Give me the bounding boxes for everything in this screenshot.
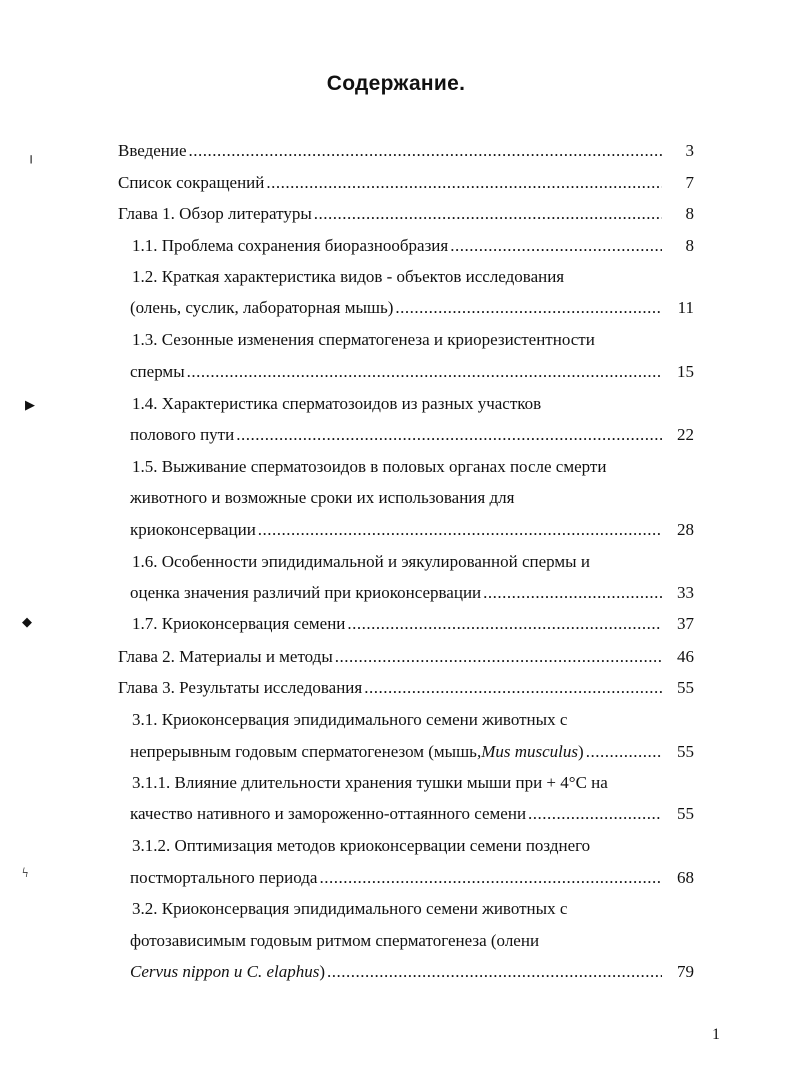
toc-page: 37 xyxy=(677,614,694,633)
toc-page: 46 xyxy=(677,647,694,666)
toc-entry-chapter-2: Глава 2. Материалы и методы ..... xyxy=(118,645,664,669)
toc-entry-3-1-cont: непрерывным годовым сперматогенезом (мышь, Mus musculus ) ..... xyxy=(130,740,664,764)
toc-entry-1-5: 1.5. Выживание сперматозоидов в половых органах после смерти xyxy=(132,457,607,476)
toc-entry-1-5-cont: животного и возможные сроки их использования для xyxy=(130,488,515,507)
toc-page: 15 xyxy=(677,362,694,381)
toc-page: 68 xyxy=(677,868,694,887)
toc-page: 11 xyxy=(677,298,694,317)
toc-entry-3-1: 3.1. Криоконсервация эпидидимального семени животных с xyxy=(132,710,568,729)
toc-entry-1-3-cont: спермы ..... xyxy=(130,360,664,384)
toc-entry-3-1-2-cont: постмортального периода ..... xyxy=(130,866,664,890)
scan-artifact-mark: ╷ xyxy=(27,149,36,164)
toc-entry-3-2: 3.2. Криоконсервация эпидидимального семени животных с xyxy=(132,899,568,918)
toc-entry-1-1: 1.1. Проблема сохранения биоразнообразия ..... xyxy=(132,234,664,258)
toc-entry-3-2-cont: фотозависимым годовым ритмом сперматогенеза (олени xyxy=(130,931,540,950)
toc-page: 8 xyxy=(685,204,694,223)
toc-entry-chapter-1: Глава 1. Обзор литературы ..... xyxy=(118,202,664,226)
toc-entry-1-5-cont2: криоконсервации ..... xyxy=(130,518,664,542)
toc-entry-1-4: 1.4. Характеристика сперматозоидов из разных участков xyxy=(132,394,542,413)
toc-page: 28 xyxy=(677,520,694,539)
toc-entry-1-2-cont: (олень, суслик, лабораторная мышь) ..... xyxy=(130,296,664,320)
toc-entry-3-1-1: 3.1.1. Влияние длительности хранения тушки мыши при + 4°С на xyxy=(132,773,608,792)
scan-artifact-mark: ▶ xyxy=(25,397,35,412)
toc-page: 7 xyxy=(685,173,694,192)
toc-page: 22 xyxy=(677,425,694,444)
toc-entry-abbreviations: Список сокращений ..... xyxy=(118,171,664,195)
toc-entry-3-2-cont2: Cervus nippon и C. elaphus ) ..... xyxy=(130,960,664,984)
scan-artifact-mark: ϟ xyxy=(22,866,29,881)
toc-page: 55 xyxy=(677,804,694,823)
page-number: 1 xyxy=(712,1026,720,1043)
toc-entry-1-6: 1.6. Особенности эпидидимальной и эякулированной спермы и xyxy=(132,552,590,571)
toc-entry-3-1-2: 3.1.2. Оптимизация методов криоконсервации семени позднего xyxy=(132,836,591,855)
toc-page: 55 xyxy=(677,678,694,697)
scan-artifact-mark: ◆ xyxy=(22,614,32,629)
toc-entry-1-7: 1.7. Криоконсервация семени ..... xyxy=(132,612,664,636)
toc-page: 55 xyxy=(677,742,694,761)
toc-entry-3-1-1-cont: качество нативного и замороженно-оттаянного семени ..... xyxy=(130,802,664,826)
toc-entry-introduction: Введение ..... xyxy=(118,139,664,163)
toc-page: 3 xyxy=(685,141,694,160)
toc-entry-1-4-cont: полового пути ..... xyxy=(130,423,664,447)
toc-page: 33 xyxy=(677,583,694,602)
toc-page: 8 xyxy=(685,236,694,255)
toc-entry-chapter-3: Глава 3. Результаты исследования ..... xyxy=(118,676,664,700)
page-title: Содержание. xyxy=(326,72,466,95)
toc-entry-1-6-cont: оценка значения различий при криоконсервации ..... xyxy=(130,581,664,605)
toc-entry-1-2: 1.2. Краткая характеристика видов - объектов исследования xyxy=(132,267,565,286)
toc-entry-1-3: 1.3. Сезонные изменения сперматогенеза и криорезистентности xyxy=(132,330,595,349)
toc-page: 79 xyxy=(677,962,694,981)
